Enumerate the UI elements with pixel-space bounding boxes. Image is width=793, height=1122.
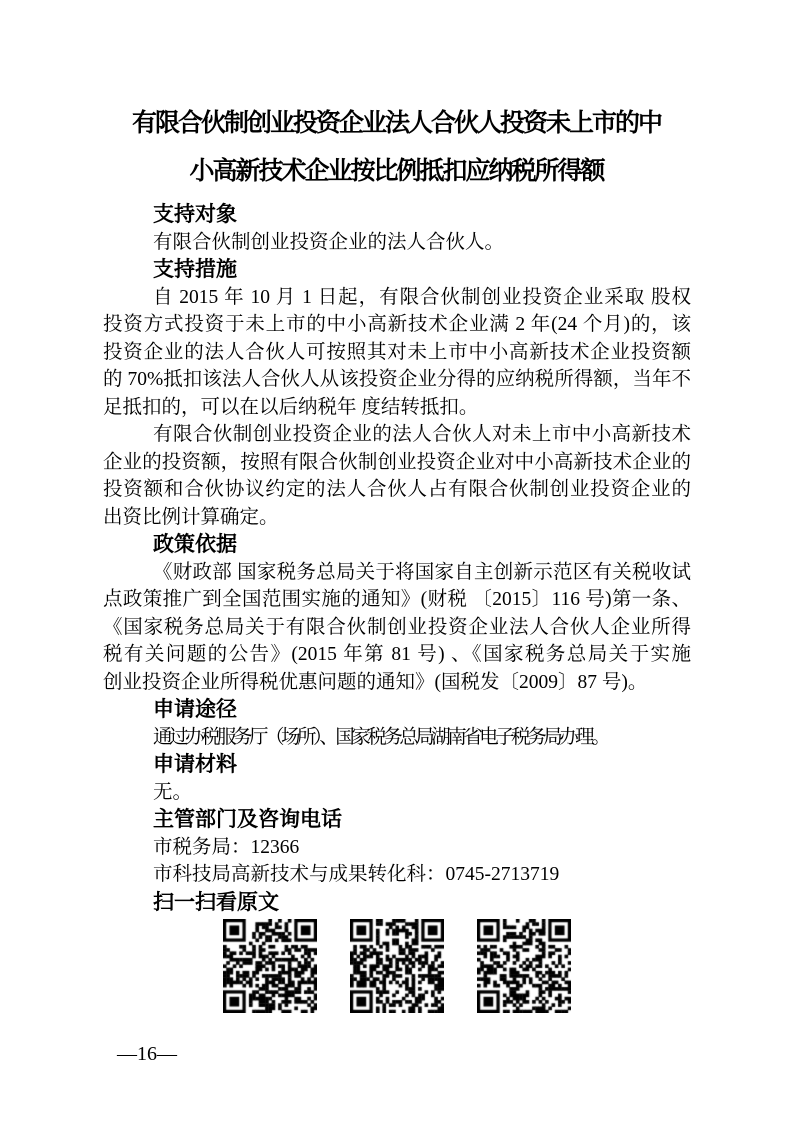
body-line: 的 70%抵扣该法人合伙人从该投资企业分得的应纳税所得额，当年不 [103,369,691,390]
body-line: 投资企业的法人合伙人可按照其对未上市中小高新技术企业投资额 [103,341,691,363]
body-line: 企业的投资额，按照有限合伙制创业投资企业对中小高新技术企业的 [103,451,691,473]
body-line: 有限合伙制创业投资企业的法人合伙人。 [153,231,505,253]
section-heading-scan-qr: 扫一扫看原文 [153,890,279,914]
section-heading-support-target: 支持对象 [153,203,237,226]
body-line: 《财政部 国家税务总局关于将国家自主创新示范区有关税收试 [153,561,691,583]
section-heading-support-measures: 支持措施 [153,258,237,281]
qr-code-1 [223,919,317,1013]
body-line: 自 2015 年 10 月 1 日起，有限合伙制创业投资企业采取 股权 [153,286,691,308]
qr-code-row [103,919,691,1013]
body-line: 投资额和合伙协议约定的法人合伙人占有限合伙制创业投资企业的 [103,479,691,500]
body-line: 《国家税务总局关于有限合伙制创业投资企业法人合伙人企业所得 [103,616,691,638]
qr-code-2 [350,919,444,1013]
body-line: 创业投资企业所得税优惠问题的通知》(国税发〔2009〕87 号)。 [103,671,648,693]
body-line: 出资比例计算确定。 [103,506,279,528]
qr-code-3 [477,919,571,1013]
page-number: —16— [117,1043,177,1065]
contact-line-tax-bureau: 市税务局：12366 [153,836,300,858]
page-title [0,100,793,196]
title-line-1: 有限合伙制创业投资企业法人合伙人投资未上市的中 [131,110,661,137]
body-line: 足抵扣的，可以在以后纳税年 度结转抵扣。 [103,396,479,418]
body-line: 税有关问题的公告》(2015 年第 81 号) 、《国家税务总局关于实施 [103,644,691,665]
body-line: 投资方式投资于未上市的中小高新技术企业满 2 年(24 个月)的，该 [103,314,691,335]
contact-line-science-bureau: 市科技局高新技术与成果转化科：0745-2713719 [153,864,560,885]
section-heading-department-contacts: 主管部门及咨询电话 [153,808,342,831]
section-heading-application-channel: 申请途径 [153,698,237,721]
body-line: 有限合伙制创业投资企业的法人合伙人对未上市中小高新技术 [153,424,691,445]
body-line: 无。 [153,781,193,803]
body-line: 通过办税服务厅（场所）、国家税务总局湖南省电子税务局办理。 [153,726,608,748]
body-line: 点政策推广到全国范围实施的通知》(财税 〔2015〕116 号)第一条、 [103,589,691,610]
title-line-2: 小高新技术企业按比例抵扣应纳税所得额 [189,158,604,185]
section-heading-policy-basis: 政策依据 [153,533,237,556]
document-body [103,201,691,1013]
section-heading-application-materials: 申请材料 [153,753,237,776]
